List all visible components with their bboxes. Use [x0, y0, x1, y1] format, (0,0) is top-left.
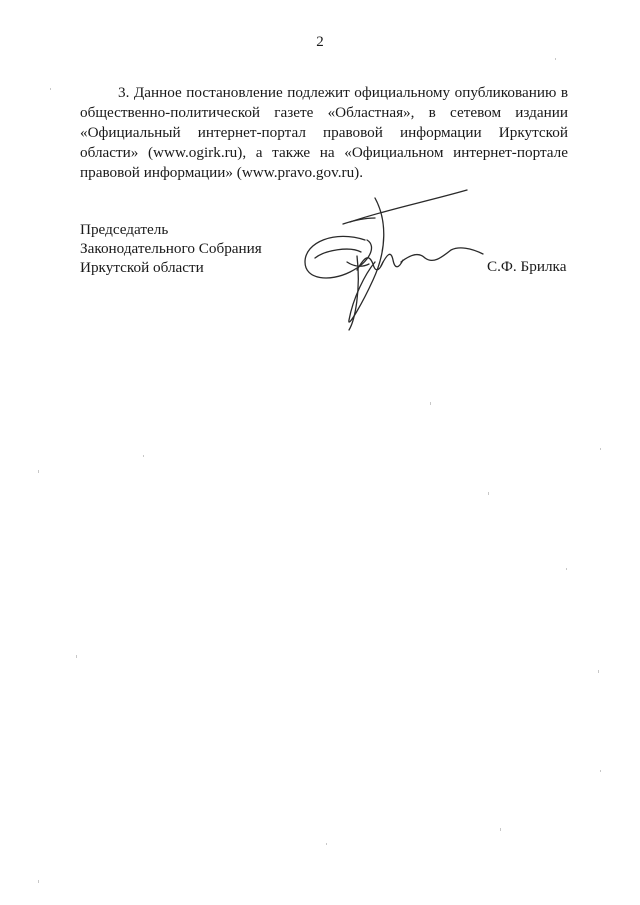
- scan-speck: [600, 770, 601, 772]
- scan-speck: [38, 470, 39, 473]
- scan-speck: [598, 670, 599, 673]
- scan-speck: [500, 828, 501, 831]
- signatory-title-line-1: Председатель: [80, 221, 169, 238]
- signatory-title: [80, 220, 262, 277]
- page-number: 2: [316, 34, 324, 50]
- signatory-title-line-3: Иркутской области: [80, 259, 204, 276]
- scan-speck: [50, 88, 51, 90]
- scan-speck: [600, 448, 601, 450]
- signatory-name: С.Ф. Брилка: [487, 258, 567, 275]
- scan-speck: [566, 568, 567, 570]
- signatory-title-line-2: Законодательного Собрания: [80, 240, 262, 257]
- scan-speck: [143, 455, 144, 457]
- handwritten-signature: [295, 180, 485, 345]
- publication-paragraph: 3. Данное постановление подлежит официальному опубликованию в общественно-политической газете «Областная», в сетевом издании «Официальный интернет-портал правовой информации Иркутской области» (www.ogirk.ru), а также на «Официальном интернет-портале правовой информации» (www.pravo.gov.ru).: [80, 84, 568, 181]
- scan-speck: [488, 492, 489, 495]
- scan-speck: [38, 880, 39, 883]
- scan-speck: [76, 655, 77, 658]
- scan-speck: [430, 402, 431, 405]
- scan-speck: [555, 58, 556, 60]
- scan-speck: [326, 843, 327, 845]
